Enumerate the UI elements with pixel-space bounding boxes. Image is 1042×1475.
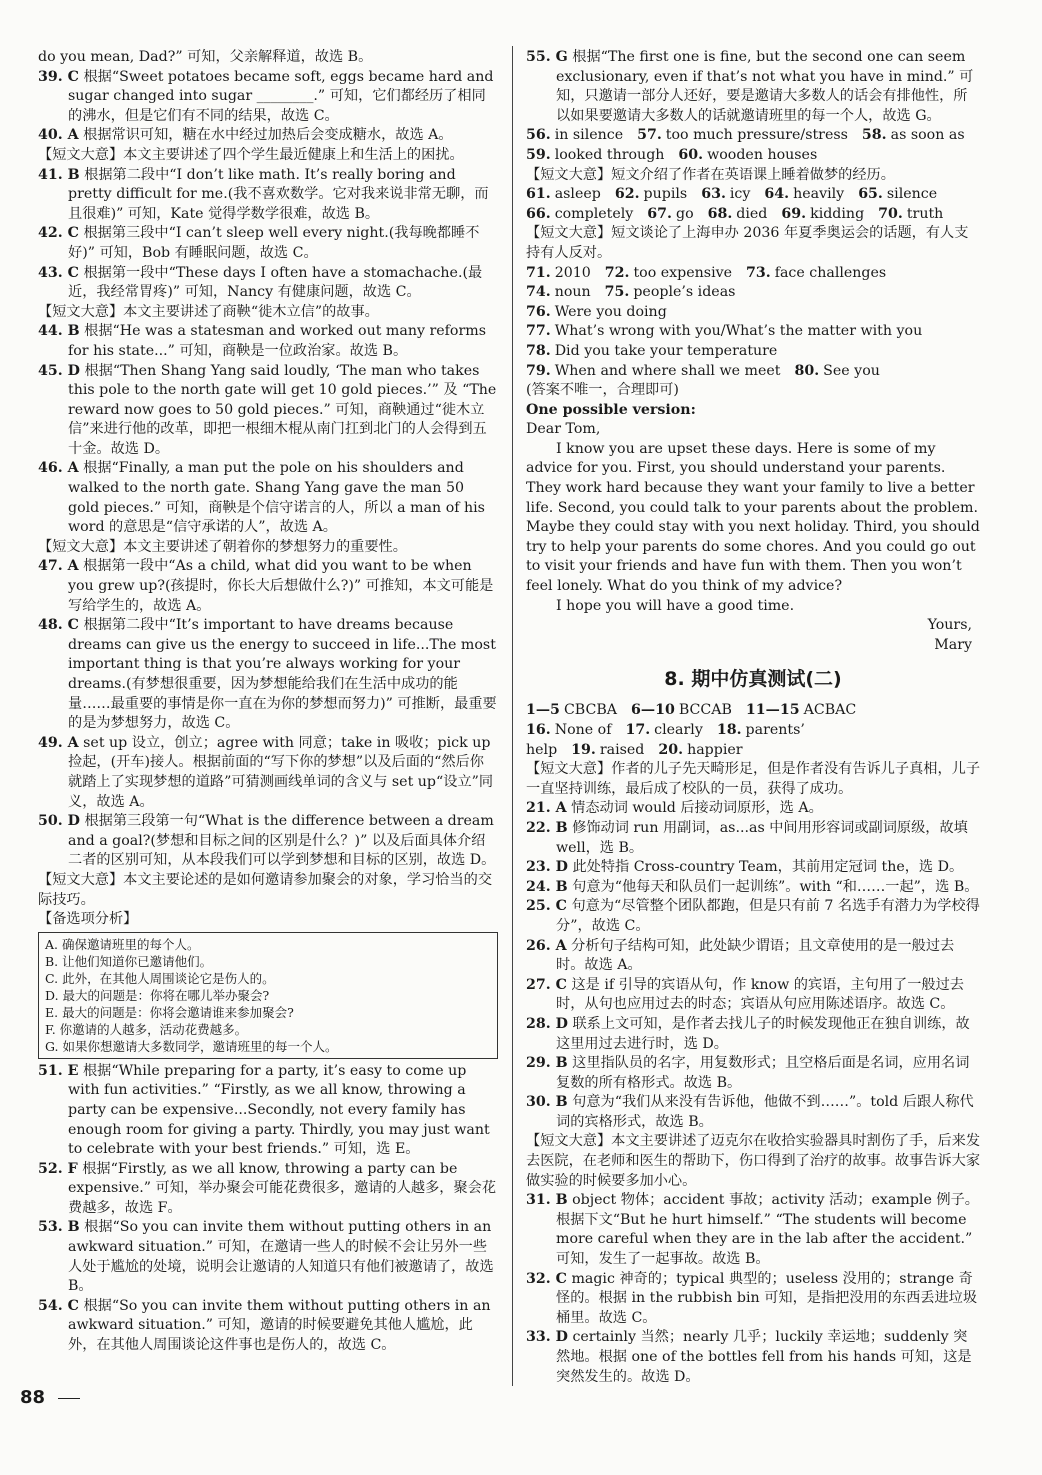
answer-text: None of bbox=[554, 722, 612, 738]
question-number: 49. A bbox=[38, 734, 79, 751]
answer-text: CBCBA bbox=[563, 702, 618, 719]
question-number: 47. A bbox=[38, 558, 79, 575]
question-number: 30. B bbox=[526, 1094, 568, 1111]
question-number: 75. bbox=[604, 284, 630, 301]
question-number: 57. bbox=[637, 127, 662, 144]
answer-text: silence bbox=[886, 186, 938, 203]
answer-text: When and where shall we meet bbox=[554, 362, 781, 379]
answer-text: pupils bbox=[643, 186, 688, 203]
explanation-text: 句意为“尽管整个团队都跑，但是只有前 7 名选手有潜力为学校得分”，故选 C。 bbox=[556, 898, 980, 934]
passage-summary: 【短文大意】本文主要讲述了朝着你的梦想努力的重要性。 bbox=[38, 538, 407, 555]
letter-signature: Yours, bbox=[927, 617, 972, 634]
question-number: 72. bbox=[604, 264, 630, 281]
letter-closing: I hope you will have a good time. bbox=[556, 597, 795, 614]
question-number: 74. bbox=[526, 284, 551, 301]
question-number: 77. bbox=[526, 323, 551, 340]
question-number: 63. bbox=[701, 186, 726, 203]
column-divider bbox=[512, 46, 513, 1386]
explanation-text: 联系上文可知，是作者去找儿子的时候发现他正在独自训练，故这里用过去进行时，选 D。 bbox=[556, 1015, 970, 1052]
answer-explanation bbox=[526, 819, 980, 858]
option-line: A. 确保邀请班里的每个人。 bbox=[45, 936, 200, 952]
explanation-text: 根据第三段中“I can’t sleep well every night.(我每晚都睡不好)” 可知，Bob 有睡眠问题，故选 C。 bbox=[68, 225, 480, 261]
question-number: 32. C bbox=[526, 1270, 567, 1287]
answer-row bbox=[526, 205, 980, 225]
explanation-text: 句意为“我们从来没有告诉他，他做不到……”。told 后跟人称代词的宾格形式，故选 B。 bbox=[556, 1094, 974, 1130]
explanation-text: 根据第二段中“I don’t like math. It’s really boring and pretty difficult for me.(我不喜欢数学。它对我来说非常无聊，而且很难)” 可知，Kate 觉得学数学很难，故选 B。 bbox=[68, 166, 489, 222]
answer-text: raised bbox=[599, 741, 645, 758]
question-number: 44. B bbox=[38, 323, 80, 340]
question-number: 53. B bbox=[38, 1219, 80, 1236]
passage-summary: 【短文大意】本文主要讲述了商鞅“徙木立信”的故事。 bbox=[38, 303, 379, 320]
question-number: 50. D bbox=[38, 813, 80, 830]
question-number: 55. G bbox=[526, 49, 568, 65]
question-number: 58. bbox=[861, 127, 887, 144]
explanation-text: 根据“The first one is fine, but the second one can seem exclusionary, even if that’s not what you have in mind.” 可知，只邀请一部分人还好，要是邀请大多数人的话会有排他性，所以如果要邀请大多数人的话就邀请班里的每一个人，故选 G。 bbox=[556, 49, 974, 124]
section-title: 8. 期中仿真测试(二) bbox=[664, 668, 842, 691]
answer-row bbox=[526, 362, 980, 382]
question-number: 33. D bbox=[526, 1329, 568, 1346]
answer-explanation bbox=[526, 1054, 980, 1093]
answer-explanation bbox=[38, 616, 498, 734]
answer-explanation bbox=[526, 878, 980, 898]
question-number: 60. bbox=[678, 146, 704, 163]
answer-explanation bbox=[38, 126, 498, 146]
page-number-dash bbox=[58, 1398, 80, 1399]
question-number: 24. B bbox=[526, 878, 568, 895]
answer-explanation bbox=[38, 68, 498, 127]
question-number: 79. bbox=[526, 362, 551, 379]
answer-row bbox=[526, 322, 980, 342]
passage-summary: 【短文大意】本文主要讲述了迈克尔在收拾实验器具时割伤了手，后来发去医院，在老师和医生的帮助下，伤口得到了治疗的故事。故事告诉大家做实验的时候要多加小心。 bbox=[526, 1133, 981, 1189]
question-number: 43. C bbox=[38, 264, 79, 281]
question-number: 69. bbox=[781, 205, 807, 222]
answer-explanation bbox=[38, 224, 498, 263]
answer-row bbox=[526, 701, 980, 721]
question-number: 40. A bbox=[38, 127, 79, 144]
passage-summary: 【短文大意】本文主要讲述了四个学生最近健康上和生活上的困扰。 bbox=[38, 146, 464, 163]
answer-text: ACBAC bbox=[803, 702, 857, 719]
question-number: 65. bbox=[858, 186, 883, 203]
option-line: E. 最大的问题是：你将会邀请谁来参加聚会? bbox=[45, 1004, 294, 1020]
answer-explanation bbox=[38, 1062, 498, 1160]
answer-text: 2010 bbox=[554, 264, 591, 281]
answer-explanation bbox=[526, 1328, 980, 1387]
question-number: 64. bbox=[764, 186, 790, 203]
text-line: Dear Tom, bbox=[526, 421, 601, 438]
explanation-text: 根据“Then Shang Yang said loudly, ‘The man who takes this pole to the north gate will get 10 gold pieces.’” 及 “The reward now goes to 50 gold pieces.” 可知，商鞅通过“徙木立信”来进行他的改革，即把一根细木棍从南门扛到北门的人会得到五十金。故选 D。 bbox=[68, 362, 497, 457]
answer-text: Were you doing bbox=[554, 303, 667, 320]
answer-text: too much pressure/stress bbox=[665, 127, 848, 144]
explanation-text: 这里指队员的名字，用复数形式；且空格后面是名词，应用名词复数的所有格形式。故选 B。 bbox=[556, 1055, 970, 1091]
question-number: 17. bbox=[625, 722, 651, 738]
answer-explanation bbox=[526, 1191, 980, 1269]
answer-text: go bbox=[675, 205, 694, 222]
question-number: 56. bbox=[526, 127, 551, 144]
explanation-text: 根据“Sweet potatoes became soft, eggs became hard and sugar changed into sugar ________.” 可知，它们都经历了相同的沸水，但是它们有不同的结果，故选 C。 bbox=[68, 68, 494, 124]
explanation-text: set up 设立，创立；agree with 同意；take in 吸收；pick up 捡起，(开车)接人。根据前面的“写下你的梦想”以及后面的“然后你就踏上了实现梦想的道路”可猜测画线单词的含义与 set up“设立”同义，故选 A。 bbox=[68, 734, 494, 810]
question-number: 6—10 bbox=[631, 702, 675, 719]
passage-summary: 【短文大意】作者的儿子先天畸形足，但是作者没有告诉儿子真相，儿子一直坚持训练，最后成了校队的一员，获得了成功。 bbox=[526, 761, 981, 797]
answer-text: asleep bbox=[554, 186, 601, 203]
question-number: 76. bbox=[526, 303, 551, 320]
question-number: 45. D bbox=[38, 362, 80, 379]
question-number: 66. bbox=[526, 205, 551, 222]
explanation-text: 根据“Finally, a man put the pole on his shoulders and walked to the north gate. Shang Yang gave the man 50 gold pieces.” 可知，商鞅是个信守诺言的人，所以 a man of his word 的意思是“信守承诺的人”，故选 A。 bbox=[68, 460, 485, 536]
answer-text: people’s ideas bbox=[633, 284, 736, 301]
left-column bbox=[38, 48, 498, 1356]
question-number: 71. bbox=[526, 264, 551, 281]
option-line: C. 此外，在其他人周围谈论它是伤人的。 bbox=[45, 970, 275, 986]
answer-explanation bbox=[38, 1160, 498, 1219]
question-number: 27. C bbox=[526, 976, 567, 993]
explanation-text: 根据“He was a statesman and worked out many reforms for his state...” 可知，商鞅是一位政治家。故选 B。 bbox=[68, 323, 486, 359]
answer-explanation bbox=[526, 1270, 980, 1329]
answer-text: clearly bbox=[654, 722, 703, 738]
answer-explanation bbox=[526, 1015, 980, 1054]
answer-text: truth bbox=[906, 205, 944, 222]
explanation-text: 分析句子结构可知，此处缺少谓语；且文章使用的是一般过去时。故选 A。 bbox=[556, 937, 955, 974]
answer-explanation bbox=[526, 937, 980, 976]
answer-text: happier bbox=[687, 741, 743, 758]
question-number: 48. C bbox=[38, 617, 79, 634]
question-number: 26. A bbox=[526, 937, 567, 954]
answer-row bbox=[526, 721, 980, 760]
answer-text: Did you take your temperature bbox=[554, 342, 778, 359]
explanation-text: 根据第二段中“It’s important to have dreams because dreams can give us the energy to succeed in life...The most important thing is that you’re always working for your dreams.(有梦想很重要，因为梦想能给我们在生活中成功的能量……最重要的事情是你一直在为你的梦想而努力)” 可推断，最重要的是为梦想努力，故选 C。 bbox=[68, 617, 497, 732]
question-number: 19. bbox=[571, 741, 596, 758]
answer-text: in silence bbox=[554, 127, 624, 144]
passage-summary: 【短文大意】短文介绍了作者在英语课上睡着做梦的经历。 bbox=[526, 166, 895, 183]
explanation-text: 根据第三段第一句“What is the difference between a dream and a goal?(梦想和目标之间的区别是什么？)” 以及后面具体介绍二者的区别可知，从本段我们可以学到梦想和目标的区别，故选 D。 bbox=[68, 813, 496, 869]
answer-explanation bbox=[526, 799, 980, 819]
answer-explanation bbox=[38, 166, 498, 225]
question-number: 25. C bbox=[526, 898, 567, 915]
version-heading: One possible version: bbox=[526, 401, 696, 418]
option-line: B. 让他们知道你已邀请他们。 bbox=[45, 953, 213, 969]
question-number: 73. bbox=[746, 264, 771, 281]
explanation-text: magic 神奇的；typical 典型的；useless 没用的；strange 奇怪的。根据 in the rubbish bin 可知，是指把没用的东西丢进垃圾桶里。故选 C。 bbox=[556, 1270, 978, 1326]
answer-row bbox=[526, 264, 980, 284]
explanation-text: 根据“Firstly, as we all know, throwing a party can be expensive.” 可知，举办聚会可能花费很多，邀请的人越多，聚会花费越多，故选 F。 bbox=[68, 1160, 497, 1216]
question-number: 61. bbox=[526, 186, 551, 203]
text-line: (答案不唯一，合理即可) bbox=[526, 382, 679, 399]
text-line: do you mean, Dad?” 可知，父亲解释道，故选 B。 bbox=[38, 49, 373, 65]
question-number: 41. B bbox=[38, 166, 80, 183]
answer-explanation bbox=[526, 858, 980, 878]
right-column bbox=[526, 48, 980, 1387]
question-number: 68. bbox=[707, 205, 733, 222]
question-number: 20. bbox=[658, 741, 684, 758]
answer-text: See you bbox=[823, 362, 880, 379]
answer-text: kidding bbox=[810, 205, 865, 222]
explanation-text: 根据第一段中“These days I often have a stomachache.(最近，我经常胃疼)” 可知，Nancy 有健康问题，故选 C。 bbox=[68, 264, 483, 301]
question-number: 70. bbox=[878, 205, 903, 222]
question-number: 46. A bbox=[38, 460, 79, 477]
question-number: 21. A bbox=[526, 800, 567, 817]
answer-explanation bbox=[526, 1093, 980, 1132]
answer-row bbox=[526, 303, 980, 323]
explanation-text: object 物体；accident 事故；activity 活动；example 例子。根据下文“But he hurt himself.” “The students will become more careful when they are in the lab after the accident.” 可知，发生了一起事故。故选 B。 bbox=[556, 1192, 979, 1268]
answer-row bbox=[526, 185, 980, 205]
answer-text: completely bbox=[554, 205, 634, 222]
answer-text: died bbox=[736, 205, 768, 222]
question-number: 31. B bbox=[526, 1192, 568, 1209]
answer-text: BCCAB bbox=[678, 702, 732, 719]
answer-text: What’s wrong with you/What’s the matter with you bbox=[554, 323, 923, 340]
answer-text: too expensive bbox=[633, 264, 733, 281]
question-number: 16. bbox=[526, 722, 551, 738]
answer-text: parents’ help bbox=[526, 722, 805, 758]
answer-text: icy bbox=[729, 186, 751, 203]
question-number: 18. bbox=[716, 722, 742, 738]
option-line: D. 最大的问题是：你将在哪儿举办聚会? bbox=[45, 987, 270, 1003]
answer-explanation bbox=[38, 264, 498, 303]
answer-explanation bbox=[38, 1297, 498, 1356]
answer-explanation bbox=[38, 459, 498, 537]
question-number: 51. E bbox=[38, 1062, 79, 1079]
question-number: 59. bbox=[526, 146, 551, 163]
options-box bbox=[38, 932, 498, 1059]
option-line: G. 如果你想邀请大多数同学，邀请班里的每一个人。 bbox=[45, 1038, 338, 1054]
question-number: 28. D bbox=[526, 1015, 568, 1032]
answer-explanation bbox=[38, 734, 498, 812]
answer-explanation bbox=[38, 812, 498, 871]
answer-text: face challenges bbox=[774, 264, 887, 281]
question-number: 54. C bbox=[38, 1297, 79, 1314]
explanation-text: 根据第一段中“As a child, what did you want to be when you grew up?(孩提时，你长大后想做什么?)” 可推知，本文可能是写给学生的，故选 A。 bbox=[68, 558, 494, 614]
answer-explanation bbox=[526, 48, 980, 126]
question-number: 39. C bbox=[38, 68, 79, 85]
explanation-text: 根据常识可知，糖在水中经过加热后会变成糖水，故选 A。 bbox=[83, 127, 453, 144]
question-number: 1—5 bbox=[526, 702, 560, 719]
passage-summary: 【短文大意】本文主要论述的是如何邀请参加聚会的对象，学习恰当的交际技巧。 bbox=[38, 871, 493, 908]
answer-text: as soon as bbox=[890, 127, 965, 144]
passage-summary: 【备选项分析】 bbox=[38, 911, 138, 928]
answer-text: looked through bbox=[554, 146, 665, 163]
explanation-text: certainly 当然；nearly 几乎；luckily 幸运地；suddenly 突然地。根据 one of the bottles fell from his hands 可知，这是突然发生的。故选 D。 bbox=[556, 1329, 972, 1385]
answer-row bbox=[526, 146, 980, 166]
answer-explanation bbox=[38, 557, 498, 616]
question-number: 78. bbox=[526, 342, 551, 359]
explanation-text: 根据“While preparing for a party, it’s easy to come up with fun activities.” “Firstly, as we all know, throwing a party can be expensive...Secondly, not every family has enough room for giving a party. Thirdly, you may just want to celebrate with your best friends.” 可知，选 E。 bbox=[68, 1062, 490, 1158]
explanation-text: 根据“So you can invite them without putting others in an awkward situation.” 可知，在邀请一些人的时候不会让另外一些人处于尴尬的处境，说明会让邀请的人知道只有他们被邀请了，故选 B。 bbox=[68, 1219, 494, 1295]
explanation-text: 这是 if 引导的宾语从句，作 know 的宾语，主句用了一般过去时，从句也应用过去的时态；宾语从句应用陈述语序。故选 C。 bbox=[556, 976, 964, 1013]
answer-row bbox=[526, 126, 980, 146]
answer-explanation bbox=[38, 1218, 498, 1296]
question-number: 29. B bbox=[526, 1055, 568, 1072]
question-number: 52. F bbox=[38, 1160, 78, 1177]
answer-text: wooden houses bbox=[707, 146, 818, 163]
answer-explanation bbox=[526, 897, 980, 936]
question-number: 62. bbox=[614, 186, 640, 203]
question-number: 22. B bbox=[526, 819, 568, 836]
page-number: 88 bbox=[20, 1387, 46, 1408]
answer-row bbox=[526, 283, 980, 303]
question-number: 67. bbox=[647, 205, 672, 222]
question-number: 80. bbox=[794, 362, 820, 379]
option-line: F. 你邀请的人越多，活动花费越多。 bbox=[45, 1021, 248, 1037]
letter-body: I know you are upset these days. Here is some of my advice for you. First, you should understand your parents. They work hard because they want your family to live a better life. Second, you could talk to your parents about the problem. Maybe they could stay with you next holiday. Third, you should try to help your parents do some chores. And you could go out to visit your friends and have fun with them. Then you won’t feel lonely. What do you think of my advice? bbox=[526, 440, 980, 595]
explanation-text: 此处特指 Cross-country Team，其前用定冠词 the，选 D。 bbox=[572, 859, 964, 876]
explanation-text: 句意为“他每天和队员们一起训练”。with “和……一起”，选 B。 bbox=[572, 878, 979, 895]
question-number: 11—15 bbox=[745, 702, 800, 719]
question-number: 42. C bbox=[38, 225, 79, 242]
answer-explanation bbox=[526, 976, 980, 1015]
answer-row bbox=[526, 342, 980, 362]
answer-text: noun bbox=[554, 284, 591, 301]
answer-explanation bbox=[38, 322, 498, 361]
answer-text: heavily bbox=[793, 186, 845, 203]
explanation-text: 修饰动词 run 用副词，as...as 中间用形容词或副词原级，故填 well，选 B。 bbox=[556, 819, 968, 856]
letter-signature: Mary bbox=[934, 636, 972, 653]
explanation-text: 根据“So you can invite them without putting others in an awkward situation.” 可知，邀请的时候要避免其他人尴尬，此外，在其他人周围谈论这件事也是伤人的，故选 C。 bbox=[68, 1297, 491, 1354]
passage-summary: 【短文大意】短文谈论了上海申办 2036 年夏季奥运会的话题，有人支持有人反对。 bbox=[526, 225, 969, 261]
answer-explanation bbox=[38, 362, 498, 460]
explanation-text: 情态动词 would 后接动词原形，选 A。 bbox=[571, 800, 823, 817]
question-number: 23. D bbox=[526, 859, 568, 876]
